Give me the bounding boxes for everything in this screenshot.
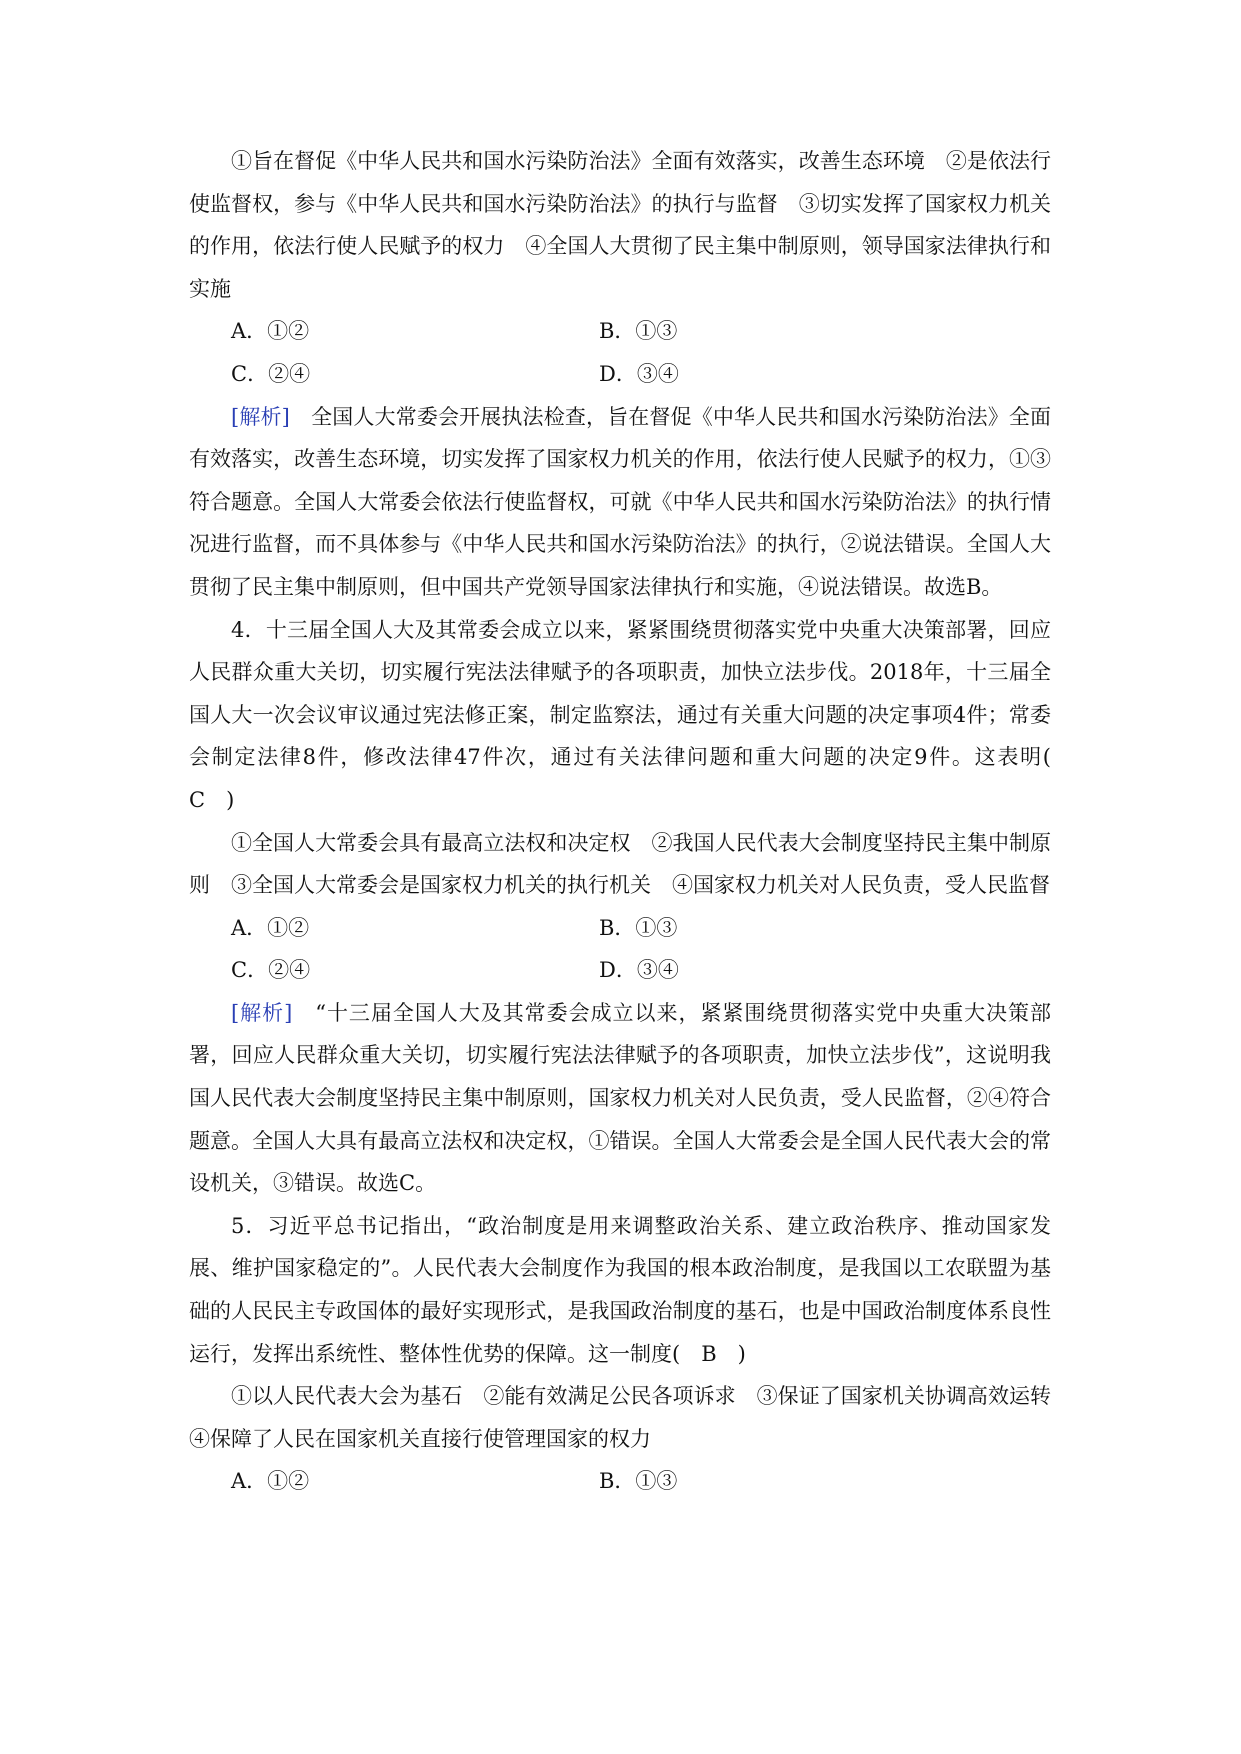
q5-option-a: A．①② bbox=[231, 1469, 310, 1494]
q3-options-row-1 bbox=[189, 310, 1051, 353]
q4-analysis-tag: [解析] bbox=[231, 1000, 293, 1025]
q3-option-a: A．①② bbox=[231, 319, 310, 344]
q4-option-d: D．③④ bbox=[599, 958, 679, 983]
q4-analysis-text: “十三届全国人大及其常委会成立以来，紧紧围绕贯彻落实党中央重大决策部署，回应人民群众重大关切，切实履行宪法法律赋予的各项职责，加快立法步伐”，这说明我国人民代表大会制度坚持民主集中制原则，国家权力机关对人民负责，受人民监督，②④符合题意。全国人大具有最高立法权和决定权，①错误。全国人大常委会是全国人民代表大会的常设机关，③错误。故选C。 bbox=[189, 1000, 1051, 1196]
q3-statements: ①旨在督促《中华人民共和国水污染防治法》全面有效落实，改善生态环境 ②是依法行使监督权，参与《中华人民共和国水污染防治法》的执行与监督 ③切实发挥了国家权力机关的作用，依法行使人民赋予的权力 ④全国人大贯彻了民主集中制原则，领导国家法律执行和实施 bbox=[189, 149, 1051, 301]
q4-stem: 4．十三届全国人大及其常委会成立以来，紧紧围绕贯彻落实党中央重大决策部署，回应人民群众重大关切，切实履行宪法法律赋予的各项职责，加快立法步伐。2018年，十三届全国人大一次会议审议通过宪法修正案，制定监察法，通过有关重大问题的决定事项4件；常委会制定法律8件，修改法律47件次，通过有关法律问题和重大问题的决定9件。这表明( C ) bbox=[189, 617, 1072, 812]
q3-analysis bbox=[189, 396, 1051, 609]
q4-analysis bbox=[189, 992, 1051, 1205]
q4-option-a: A．①② bbox=[231, 915, 310, 940]
q5-stem: 5．习近平总书记指出，“政治制度是用来调整政治关系、建立政治秩序、推动国家发展、维护国家稳定的”。人民代表大会制度作为我国的根本政治制度，是我国以工农联盟为基础的人民民主专政国体的最好实现形式，是我国政治制度的基石，也是中国政治制度体系良性运行，发挥出系统性、整体性优势的保障。这一制度( B ) bbox=[189, 1213, 1051, 1366]
q4-options-row-2 bbox=[189, 949, 1051, 992]
q4-option-b: B．①③ bbox=[599, 915, 678, 940]
q3-analysis-text: 全国人大常委会开展执法检查，旨在督促《中华人民共和国水污染防治法》全面有效落实，改善生态环境，切实发挥了国家权力机关的作用，依法行使人民赋予的权力，①③符合题意。全国人大常委会依法行使监督权，可就《中华人民共和国水污染防治法》的执行情况进行监督，而不具体参与《中华人民共和国水污染防治法》的执行，②说法错误。全国人大贯彻了民主集中制原则，但中国共产党领导国家法律执行和实施，④说法错误。故选B。 bbox=[189, 404, 1052, 599]
q5-options-row-1 bbox=[189, 1460, 1051, 1503]
q4-options-row-1 bbox=[189, 907, 1051, 950]
document-page bbox=[189, 140, 1072, 1503]
q4-statements: ①全国人大常委会具有最高立法权和决定权 ②我国人民代表大会制度坚持民主集中制原则 ③全国人大常委会是国家权力机关的执行机关 ④国家权力机关对人民负责，受人民监督 bbox=[189, 830, 1051, 898]
q5-statements: ①以人民代表大会为基石 ②能有效满足公民各项诉求 ③保证了国家机关协调高效运转 ④保障了人民在国家机关直接行使管理国家的权力 bbox=[189, 1384, 1072, 1451]
q3-option-c: C．②④ bbox=[231, 361, 311, 386]
q4-option-c: C．②④ bbox=[231, 958, 311, 983]
q3-options-row-2 bbox=[189, 353, 1051, 396]
q3-option-b: B．①③ bbox=[599, 319, 678, 344]
q3-analysis-tag: [解析] bbox=[231, 404, 290, 429]
q3-option-d: D．③④ bbox=[599, 361, 679, 386]
q5-option-b: B．①③ bbox=[599, 1469, 678, 1494]
